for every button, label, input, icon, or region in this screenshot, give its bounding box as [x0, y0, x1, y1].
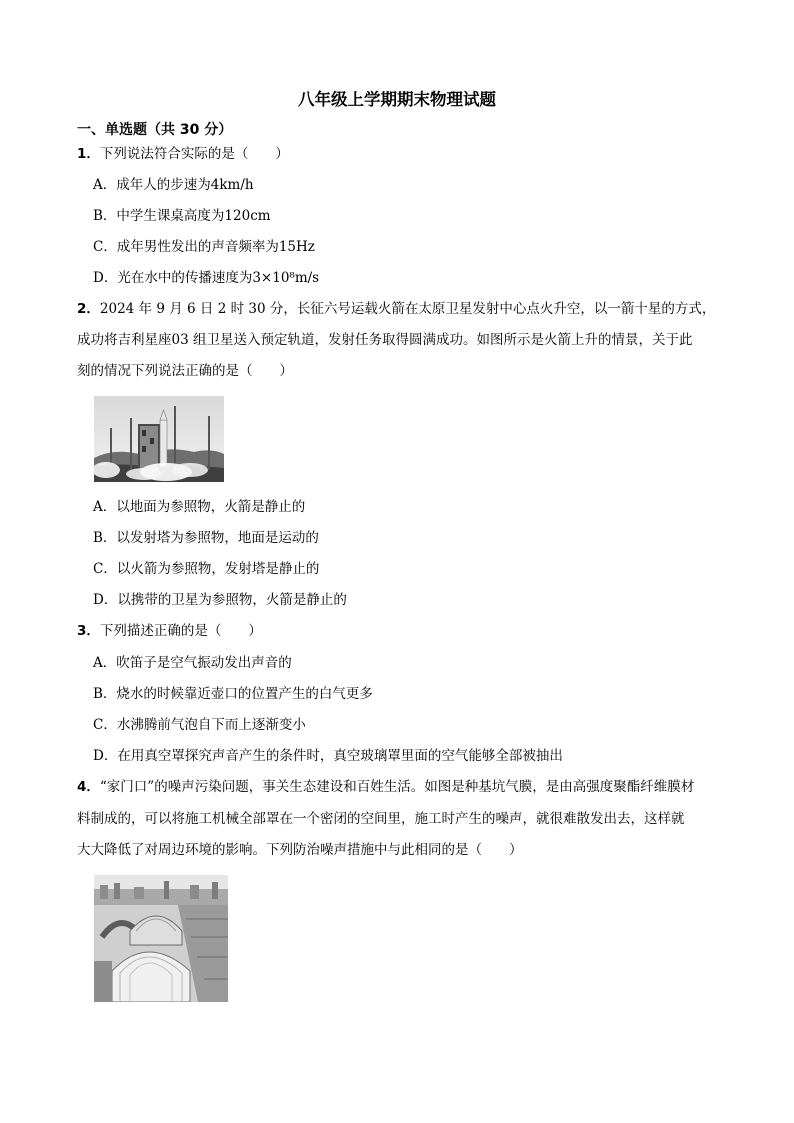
question-4-stem-line-3: 大大降低了对周边环境的影响。下列防治噪声措施中与此相同的是（ ）	[77, 842, 523, 858]
question-4-stem-line-2: 料制成的，可以将施工机械全部罩在一个密闭的空间里，施工时产生的噪声，就很难散发出去，这样就	[77, 811, 685, 827]
section-heading: 一、单选题（共 30 分）	[77, 122, 233, 138]
question-4-text-1: “家门口”的噪声污染问题，事关生态建设和百姓生活。如图是种基坑气膜，是由高强度聚酯纤维膜材	[99, 779, 695, 795]
question-2-text-1: 2024 年 9 月 6 日 2 时 30 分，长征六号运载火箭在太原卫星发射中心点火升空，以一箭十星的方式，	[99, 301, 716, 317]
question-3-text: 下列描述正确的是（ ）	[99, 623, 262, 639]
question-3-option-a: A．吹笛子是空气振动发出声音的	[93, 655, 292, 671]
question-1-text: 下列说法符合实际的是（ ）	[99, 146, 289, 162]
air-dome-photo	[94, 875, 228, 1002]
question-2-stem-line-2: 成功将吉利星座03 组卫星送入预定轨道，发射任务取得圆满成功。如图所示是火箭上升的情景，关于此	[77, 332, 693, 348]
question-4-stem-line-1	[77, 778, 694, 796]
question-3-option-d: D．在用真空罩探究声音产生的条件时，真空玻璃罩里面的空气能够全部被抽出	[93, 748, 563, 764]
question-1-number: 1．	[77, 146, 100, 162]
question-2-stem-line-1	[77, 300, 715, 318]
question-2-number: 2．	[77, 301, 100, 317]
question-4-number: 4．	[77, 779, 100, 795]
question-3-stem	[77, 622, 262, 640]
question-2-option-b: B．以发射塔为参照物，地面是运动的	[93, 530, 319, 546]
page-title: 八年级上学期期末物理试题	[298, 90, 496, 109]
question-3-number: 3．	[77, 623, 100, 639]
question-1-stem	[77, 145, 289, 163]
question-1-option-d: D．光在水中的传播速度为3×10⁸m/s	[93, 270, 320, 286]
question-3-option-b: B．烧水的时候靠近壶口的位置产生的白气更多	[93, 686, 373, 702]
question-2-stem-line-3: 刻的情况下列说法正确的是（ ）	[77, 363, 293, 379]
question-2-option-a: A．以地面为参照物，火箭是静止的	[93, 499, 306, 515]
question-3-option-c: C．水沸腾前气泡自下而上逐渐变小	[93, 717, 306, 733]
rocket-launch-photo	[94, 396, 224, 482]
question-1-option-b: B．中学生课桌高度为120cm	[93, 208, 271, 224]
question-1-option-a: A．成年人的步速为4km/h	[93, 177, 254, 193]
question-2-option-c: C．以火箭为参照物，发射塔是静止的	[93, 561, 320, 577]
question-1-option-c: C．成年男性发出的声音频率为15Hz	[93, 239, 315, 255]
question-2-option-d: D．以携带的卫星为参照物，火箭是静止的	[93, 592, 347, 608]
